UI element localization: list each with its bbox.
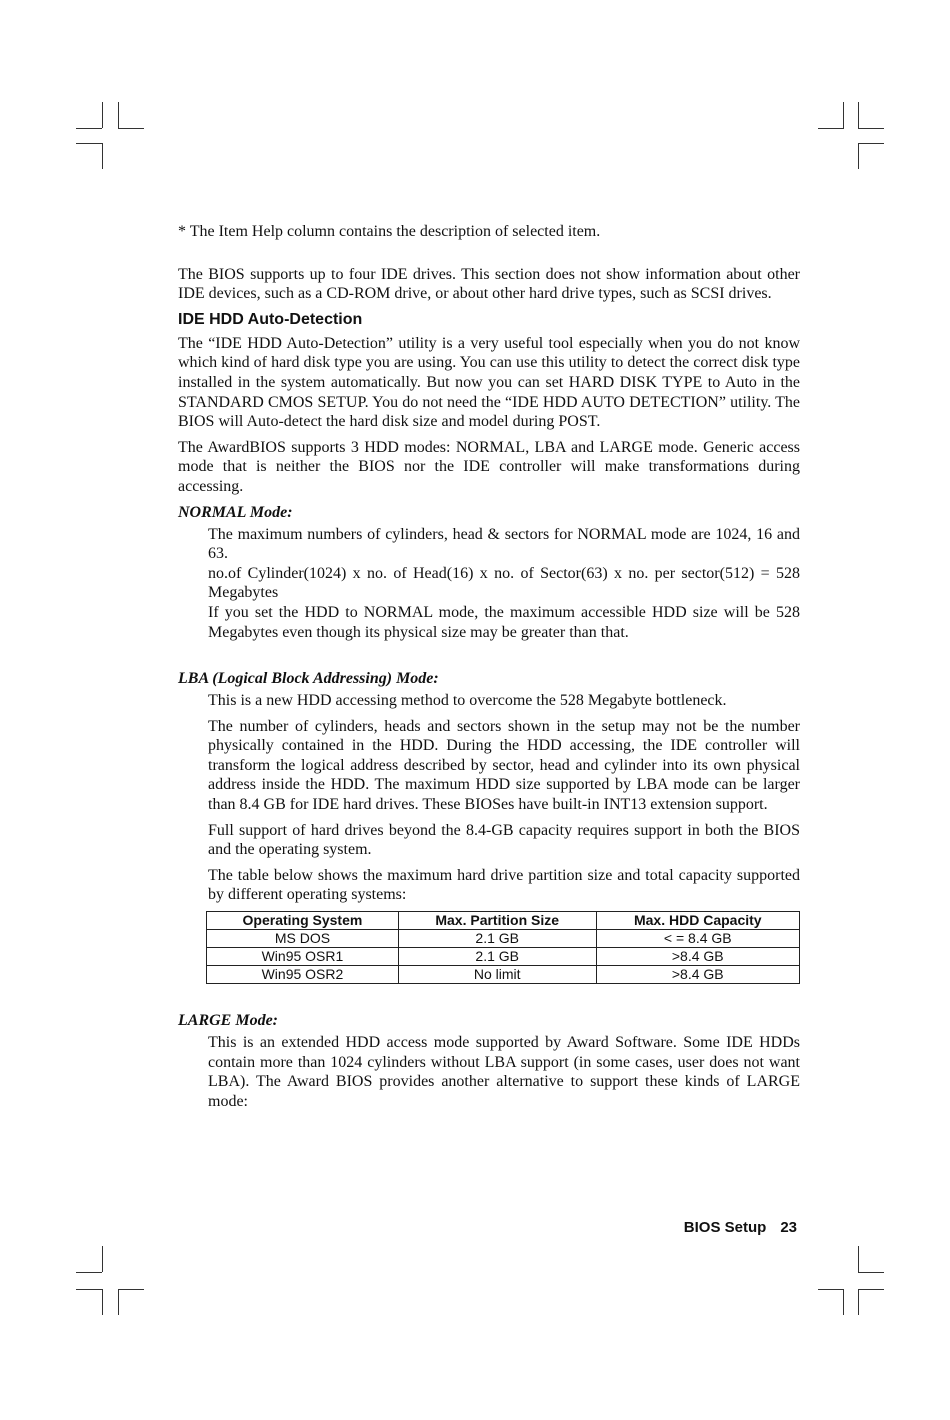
table-header-cell: Max. Partition Size	[398, 912, 596, 930]
lba-mode-paragraph: Full support of hard drives beyond the 8.4-GB capacity requires support in both the BIOS and the operating system.	[208, 821, 800, 859]
normal-mode-title: NORMAL Mode:	[178, 503, 293, 521]
crop-mark	[76, 1289, 102, 1290]
lba-mode-paragraph: The table below shows the maximum hard drive partition size and total capacity supported by different operating systems:	[208, 866, 800, 904]
normal-mode-paragraph: If you set the HDD to NORMAL mode, the maximum accessible HDD size will be 528 Megabytes even though its physical size may be greater than that.	[208, 603, 800, 641]
large-mode-paragraph: This is an extended HDD access mode supported by Award Software. Some IDE HDDs contain more than 1024 cylinders without LBA support (in some cases, user does not want LBA). The Award BIOS provides another alternative to support these kinds of LARGE mode:	[208, 1034, 800, 1110]
crop-mark	[858, 1289, 884, 1290]
crop-mark	[102, 1246, 103, 1272]
table-cell: >8.4 GB	[596, 948, 799, 966]
crop-mark	[102, 1289, 103, 1315]
section-paragraph: The AwardBIOS supports 3 HDD modes: NORMAL, LBA and LARGE mode. Generic access mode that is neither the BIOS nor the IDE controller will make transformations during accessing.	[178, 438, 800, 495]
table-cell: Win95 OSR1	[207, 948, 399, 966]
os-capacity-table-wrap	[206, 911, 800, 984]
crop-mark	[76, 128, 102, 129]
crop-mark	[843, 102, 844, 128]
table-cell: MS DOS	[207, 930, 399, 948]
normal-mode-paragraph: no.of Cylinder(1024) x no. of Head(16) x no. of Sector(63) x no. per sector(512) = 528 Megabytes	[208, 564, 800, 602]
crop-mark	[858, 143, 859, 169]
table-row	[207, 966, 800, 984]
item-help-note: * The Item Help column contains the description of selected item.	[178, 223, 601, 240]
page-content	[178, 222, 800, 1117]
crop-mark	[76, 143, 102, 144]
crop-mark	[76, 1272, 102, 1273]
large-mode-title: LARGE Mode:	[178, 1012, 278, 1030]
table-header-row	[207, 912, 800, 930]
crop-mark	[102, 143, 103, 169]
table-cell: < = 8.4 GB	[596, 930, 799, 948]
page-number: 23	[780, 1219, 797, 1236]
section-paragraph: The “IDE HDD Auto-Detection” utility is a very useful tool especially when you do not know which kind of hard disk type you are using. You can use this utility to detect the correct disk type installed in the system automatically. But now you can set HARD DISK TYPE to Auto in the STANDARD CMOS SETUP. You do not need the “IDE HDD AUTO DETECTION” utility. The BIOS will Auto-detect the hard disk size and model during POST.	[178, 334, 800, 431]
large-mode-body	[208, 1033, 800, 1111]
crop-mark	[118, 128, 144, 129]
crop-mark	[118, 1289, 144, 1290]
table-cell: >8.4 GB	[596, 966, 799, 984]
crop-mark	[118, 1289, 119, 1315]
crop-mark	[858, 143, 884, 144]
intro-paragraph: The BIOS supports up to four IDE drives. This section does not show information about other IDE devices, such as a CD-ROM drive, or about other hard drive types, such as SCSI drives.	[178, 265, 800, 303]
table-header-cell: Operating System	[207, 912, 399, 930]
crop-mark	[858, 1246, 859, 1272]
crop-mark	[818, 128, 844, 129]
lba-mode-body	[208, 691, 800, 905]
normal-mode-paragraph: The maximum numbers of cylinders, head & sectors for NORMAL mode are 1024, 16 and 63.	[208, 525, 800, 563]
table-cell: 2.1 GB	[398, 948, 596, 966]
normal-mode-body	[208, 525, 800, 643]
os-capacity-table	[206, 911, 800, 984]
crop-mark	[843, 1289, 844, 1315]
crop-mark	[858, 1272, 884, 1273]
crop-mark	[858, 128, 884, 129]
table-cell: 2.1 GB	[398, 930, 596, 948]
table-cell: Win95 OSR2	[207, 966, 399, 984]
crop-mark	[102, 102, 103, 128]
lba-mode-paragraph: The number of cylinders, heads and sectors shown in the setup may not be the number physically contained in the HDD. During the HDD accessing, the IDE controller will transform the logical address described by sector, head and cylinder into its own physical address inside the HDD. The maximum HDD size supported by LBA mode can be larger than 8.4 GB for IDE hard drives. These BIOSes have built-in INT13 extension support.	[208, 717, 800, 814]
table-header-cell: Max. HDD Capacity	[596, 912, 799, 930]
lba-mode-title: LBA (Logical Block Addressing) Mode:	[178, 670, 439, 688]
page-footer	[684, 1219, 797, 1236]
footer-section: BIOS Setup	[683, 1219, 767, 1236]
crop-mark	[818, 1289, 844, 1290]
crop-mark	[118, 102, 119, 128]
lba-mode-paragraph: This is a new HDD accessing method to overcome the 528 Megabyte bottleneck.	[208, 692, 727, 710]
table-row	[207, 930, 800, 948]
table-row	[207, 948, 800, 966]
section-heading: IDE HDD Auto-Detection	[178, 310, 363, 328]
crop-mark	[858, 1289, 859, 1315]
table-cell: No limit	[398, 966, 596, 984]
crop-mark	[858, 102, 859, 128]
